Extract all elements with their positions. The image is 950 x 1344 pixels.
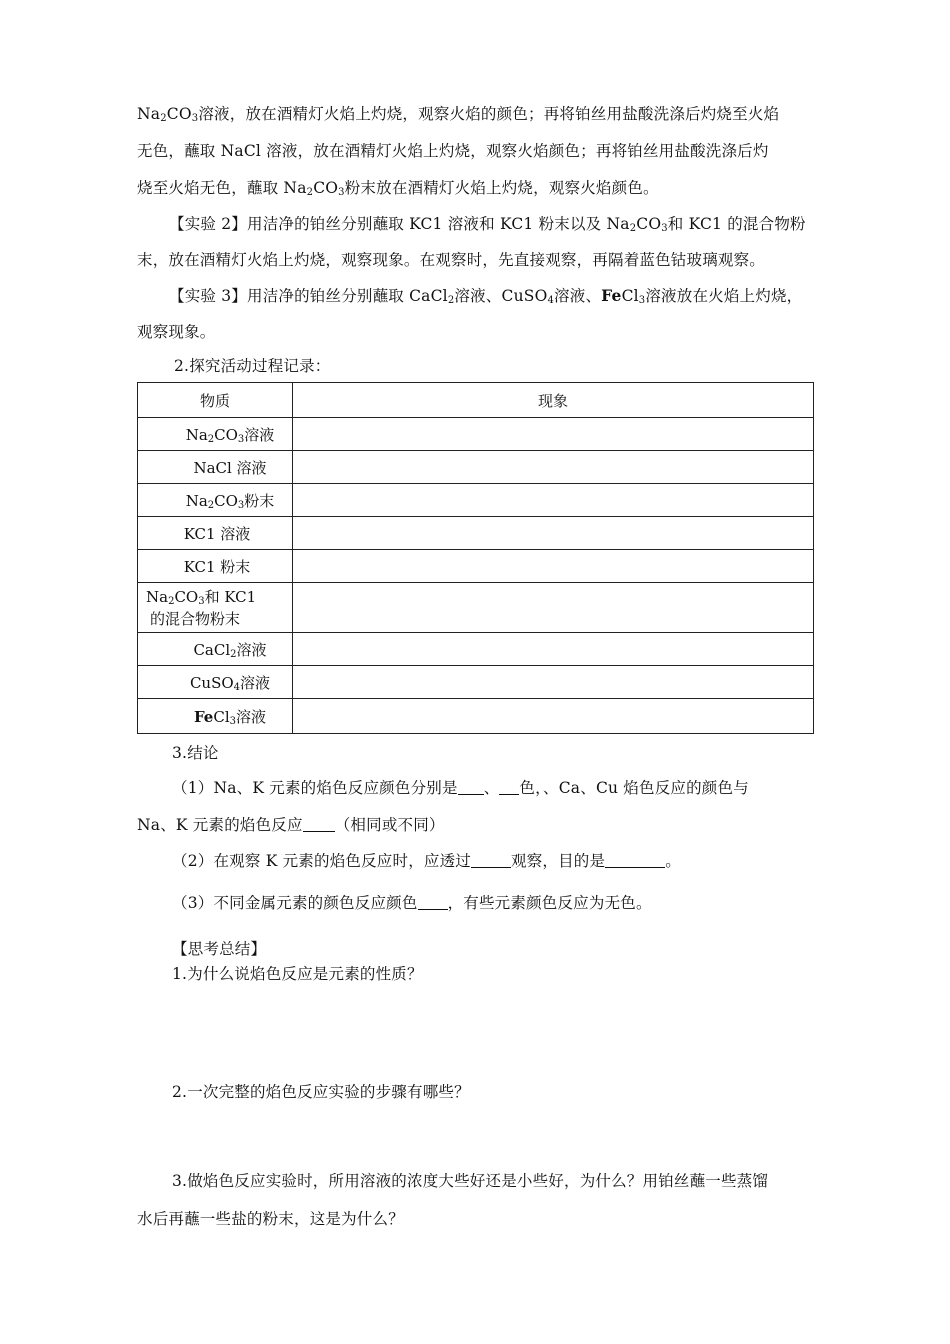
substance-cell: KC1 粉末 [138, 550, 293, 583]
table-row [138, 484, 814, 517]
phenomenon-cell[interactable] [293, 484, 814, 517]
substance-cell: $Na_2CO_3$和 KC1 的混合物粉末 [138, 583, 293, 633]
phenomenon-cell[interactable] [293, 550, 814, 583]
summary-q3-line-1: 3.做焰色反应实验时，所用溶液的浓度大些好还是小些好，为什么？用铂丝蘸一些蒸馏 [172, 1172, 769, 1190]
phenomenon-cell[interactable] [293, 517, 814, 550]
record-table [137, 382, 814, 734]
phenomenon-cell[interactable] [293, 633, 814, 666]
table-row [138, 451, 814, 484]
experiment-2-line-2: 末，放在酒精灯火焰上灼烧，观察现象。在观察时，先直接观察，再隔着蓝色钴玻璃观察。 [137, 251, 766, 269]
answer-blank[interactable] [418, 895, 448, 910]
conclusion-q1-line-2: Na、K 元素的焰色反应 （相同或不同） [137, 816, 445, 834]
phenomenon-cell[interactable] [293, 666, 814, 699]
conclusion-heading: 3.结论 [172, 744, 219, 762]
experiment-2-line-1: 【实验 2】用洁净的铂丝分别蘸取 KC1 溶液和 KC1 粉末以及 $Na_2CO_3$和 KC1 的混合物粉 [169, 215, 806, 234]
substance-cell: KC1 溶液 [138, 517, 293, 550]
conclusion-q3: （3）不同金属元素的颜色反应颜色 ，有些元素颜色反应为无色。 [172, 894, 652, 912]
phenomenon-cell[interactable] [293, 451, 814, 484]
substance-cell: CaCl$_2$溶液 [138, 633, 293, 666]
phenomenon-cell[interactable] [293, 418, 814, 451]
summary-q2: 2.一次完整的焰色反应实验的步骤有哪些？ [172, 1083, 470, 1101]
conclusion-q2: （2）在观察 K 元素的焰色反应时，应透过 观察，目的是 。 [172, 852, 681, 870]
experiment-3-line-2: 观察现象。 [137, 323, 216, 341]
answer-blank[interactable] [605, 853, 665, 868]
answer-blank[interactable] [499, 780, 519, 795]
table-row [138, 633, 814, 666]
substance-cell: $Na_2CO_3$粉末 [138, 484, 293, 517]
summary-heading: 【思考总结】 [172, 940, 267, 958]
summary-q3-line-2: 水后再蘸一些盐的粉末，这是为什么？ [137, 1210, 404, 1228]
record-heading: 2.探究活动过程记录： [174, 357, 331, 375]
substance-cell: $Na_2CO_3$溶液 [138, 418, 293, 451]
header-substance: 物质 [138, 383, 293, 418]
experiment-3-line-1: 【实验 3】用洁净的铂丝分别蘸取 CaCl$_2$溶液、CuSO$_4$溶液、FeCl$_3$溶液放在火焰上灼烧， [169, 286, 803, 306]
answer-blank[interactable] [458, 780, 484, 795]
table-row [138, 666, 814, 699]
conclusion-q1: （1）Na、K 元素的焰色反应颜色分别是 、 色，、Ca、Cu 焰色反应的颜色与 [172, 779, 749, 797]
substance-cell: FeCl$_3$溶液 [138, 699, 293, 734]
table-row [138, 583, 814, 633]
substance-cell: CuSO$_4$溶液 [138, 666, 293, 699]
intro-line-2: 无色，蘸取 NaCl 溶液，放在酒精灯火焰上灼烧，观察火焰颜色；再将铂丝用盐酸洗涤后灼 [137, 142, 769, 160]
table-row [138, 517, 814, 550]
intro-line-3: 烧至火焰无色，蘸取 $Na_2CO_3$粉末放在酒精灯火焰上灼烧，观察火焰颜色。 [137, 179, 659, 198]
table-row [138, 699, 814, 734]
phenomenon-cell[interactable] [293, 583, 814, 633]
table-header-row [138, 383, 814, 418]
answer-blank[interactable] [303, 817, 335, 832]
intro-line-1: $Na_2CO_3$溶液，放在酒精灯火焰上灼烧，观察火焰的颜色；再将铂丝用盐酸洗涤后灼烧至火焰 [137, 105, 780, 124]
table-row [138, 550, 814, 583]
answer-blank[interactable] [471, 853, 511, 868]
summary-q1: 1.为什么说焰色反应是元素的性质？ [172, 965, 423, 983]
substance-cell: NaCl 溶液 [138, 451, 293, 484]
table-row [138, 418, 814, 451]
header-phenomenon: 现象 [293, 383, 814, 418]
phenomenon-cell[interactable] [293, 699, 814, 734]
